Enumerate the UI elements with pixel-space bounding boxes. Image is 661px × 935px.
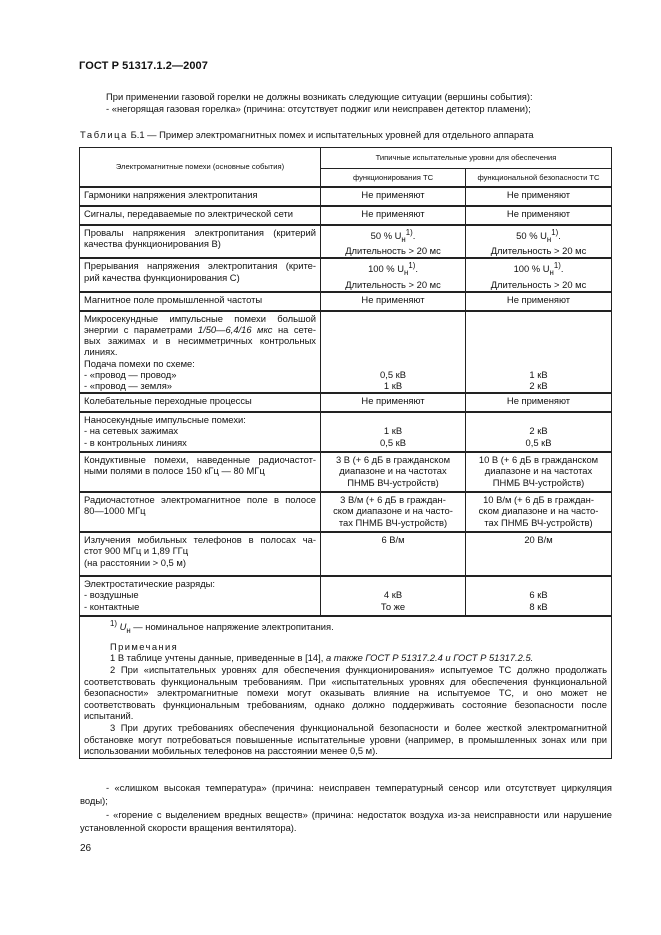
table-row [80, 393, 612, 412]
cell-text: 0,5 кВ [525, 436, 552, 448]
cell-text: - на сетевых зажимах [84, 425, 179, 437]
table-caption-text: Б.1 — Пример электромагнитных помех и испытательных уровней для отдельного аппарата [130, 129, 534, 140]
cell-text: тах ПНМБ ВЧ-устройств) [338, 516, 448, 528]
intro-line-1: При применении газовой горелки не должны возникать следующие ситуации (вершины события): [106, 91, 533, 102]
cell-text: ском диапазоне и на часто- [478, 505, 599, 517]
closing-paragraph-1: - «слишком высокая температура» (причина: неисправен температурный сенсор или отсутствует циркуляция воды); [80, 782, 612, 806]
cell-text: Электростатические разряды: [84, 578, 216, 590]
table-row [80, 412, 612, 452]
cell-text: 10 В/м (+ 6 дБ в граждан- [483, 494, 594, 506]
note-2: 2 При «испытательных уровнях для обеспечения функционирования» испытуемое ТС должно продолжать соответствовать функциональным требованиям. При «испытательных уровнях для обеспечения функциональной безопасности» электромагнитные помехи могут оказывать влияние на испытуемое ТС, и оно может не соответствовать функциональным требованиям, однако должно поддерживать состояние безопасности после испытаний. [84, 664, 607, 722]
cell-text: Не применяют [361, 189, 425, 200]
col-header-safety: функциональной безопасности ТС [466, 169, 612, 187]
cell-text: 3 В/м (+ 6 дБ в граждан- [340, 494, 446, 506]
cell-text: Не применяют [361, 293, 425, 305]
table-row [80, 452, 612, 492]
cell-text: 6 В/м [381, 534, 405, 546]
closing-text [80, 782, 612, 836]
cell-text: - контактные [84, 600, 140, 612]
cell-text: - в контрольных линиях [84, 436, 187, 448]
table-row [80, 258, 612, 291]
table-row [80, 532, 612, 576]
table-caption-label: Таблица [80, 129, 128, 140]
cell-text: - воздушные [84, 589, 139, 601]
cell-text: 2 кВ [529, 425, 548, 437]
footnote: $^{1)}$ $U_н$ — номинальное напряжение электропитания. [110, 619, 334, 636]
intro-text [80, 91, 580, 115]
cell-text: Наносекундные импульсные помехи: [84, 414, 246, 426]
cell-text: ПНМБ ВЧ-устройств) [492, 476, 585, 488]
table-row [80, 187, 612, 206]
cell-text: Кондуктивные помехи, наведенные радиочастот- [84, 454, 316, 466]
cell-text: Сигналы, передаваемые по электрической сети [84, 208, 294, 219]
cell-text: - «провод — земля» [84, 380, 172, 392]
note-1: 1 В таблице учтены данные, приведенные в [14], а также ГОСТ Р 51317.2.4 и ГОСТ Р 51317.2.5. [110, 652, 534, 664]
cell-text: Микросекундные импульсные помехи большой [84, 312, 316, 324]
cell-text: Провалы напряжения электропитания (критерий [84, 227, 316, 238]
cell-text: Длительность > 20 мс [345, 278, 441, 290]
document-header: ГОСТ Р 51317.1.2—2007 [79, 60, 208, 72]
cell-text: диапазоне и на частотах [339, 465, 447, 477]
cell-text: Не применяют [506, 395, 571, 407]
table-notes-row [80, 616, 612, 758]
cell-text: стот 900 МГц и 1,89 ГГц [84, 545, 189, 557]
cell-text: 10 В (+ 6 дБ в гражданском [478, 454, 599, 466]
table-notes [80, 616, 612, 758]
table-row [80, 576, 612, 616]
cell-text: энергии с параметрами 1/50—6,4/16 мкс на сете- [84, 324, 316, 336]
cell-text: 1 кВ [529, 368, 548, 380]
cell-text: Колебательные переходные процессы [84, 395, 252, 407]
cell-text: Прерывания напряжения электропитания (крите- [84, 260, 316, 272]
cell-text: 0,5 кВ [380, 436, 406, 448]
cell-text: тах ПНМБ ВЧ-устройств) [484, 516, 593, 528]
intro-line-2: - «негорящая газовая горелка» (причина: отсутствует поджиг или неисправен детектор пламени); [106, 103, 531, 114]
table-row [80, 225, 612, 258]
table-row [80, 492, 612, 532]
table-row [80, 206, 612, 225]
cell-text: 8 кВ [529, 600, 548, 612]
col-header-interference: Электромагнитные помехи (основные события) [80, 148, 321, 188]
col-header-functioning: функционирования ТС [321, 169, 466, 187]
cell-text: 20 В/м [524, 534, 553, 546]
cell-text: рий качества функционирования С) [84, 271, 240, 283]
cell-text: Длительность > 20 мс [345, 245, 441, 257]
cell-text: Не применяют [361, 395, 425, 407]
cell-text: Магнитное поле промышленной частоты [84, 293, 263, 305]
cell-voltage: 50 % $U_н^{1)}$. [516, 228, 561, 244]
cell-text: Не применяют [506, 293, 571, 305]
cell-text: 1 кВ [383, 425, 403, 437]
cell-text: диапазоне и на частотах [484, 465, 593, 477]
cell-text: 6 кВ [529, 589, 548, 601]
cell-text: 0,5 кВ [380, 368, 406, 380]
cell-text: Не применяют [506, 189, 571, 200]
cell-text: - «провод — провод» [84, 368, 177, 380]
cell-text: То же [380, 600, 406, 612]
col-header-group: Типичные испытательные уровни для обеспечения [321, 148, 612, 169]
cell-text: качества функционирования В) [84, 238, 221, 250]
cell-text: Излучения мобильных телефонов в полосах ча- [84, 534, 316, 546]
cell-text: Не применяют [361, 208, 425, 219]
cell-voltage: 100 % $U_н^{1)}$. [513, 261, 564, 278]
interference-table [79, 147, 612, 759]
cell-text: ском диапазоне и на часто- [333, 505, 453, 517]
cell-text: 1 кВ [383, 379, 403, 391]
closing-paragraph-2: - «горение с выделением вредных веществ» (причина: недостаток воздуха из-за неисправности или нарушение установленной скорости вращения вентилятора). [80, 809, 612, 833]
cell-text: 3 В (+ 6 дБ в гражданском [335, 454, 451, 466]
table-caption [80, 129, 534, 140]
cell-text: вых зажимах и в несимметричных контрольных [84, 335, 316, 347]
cell-text: 4 кВ [383, 589, 403, 601]
table-row [80, 311, 612, 393]
cell-text: Подача помехи по схеме: [84, 357, 195, 369]
table-row [80, 292, 612, 311]
cell-text: линиях. [84, 346, 118, 358]
cell-text: ПНМБ ВЧ-устройств) [347, 476, 439, 488]
cell-voltage: 50 % $U_н^{1)}$. [370, 228, 416, 244]
cell-text: (на расстоянии > 0,5 м) [84, 556, 186, 568]
cell-text: Гармоники напряжения электропитания [84, 189, 258, 200]
notes-title: Примечания [110, 640, 179, 652]
cell-text: Длительность > 20 мс [490, 245, 587, 257]
cell-text: Не применяют [506, 208, 571, 219]
note-3: 3 При других требованиях обеспечения функциональной безопасности и более жесткой электромагнитной обстановке могут потребоваться повышенные испытательные уровни (например, в промышленных зонах или при использовании мобильных телефонов на расстоянии менее 0,5 м). [84, 721, 607, 757]
page-number: 26 [80, 843, 92, 854]
cell-text: Радиочастотное электромагнитное поле в полосе [84, 494, 316, 506]
cell-text: 80—1000 МГц [84, 505, 146, 517]
cell-text: Длительность > 20 мс [490, 278, 587, 290]
cell-voltage: 100 % $U_н^{1)}$. [368, 261, 418, 278]
cell-text: 2 кВ [529, 379, 548, 391]
cell-text: ными полями в полосе 150 кГц — 80 МГц [84, 465, 265, 477]
